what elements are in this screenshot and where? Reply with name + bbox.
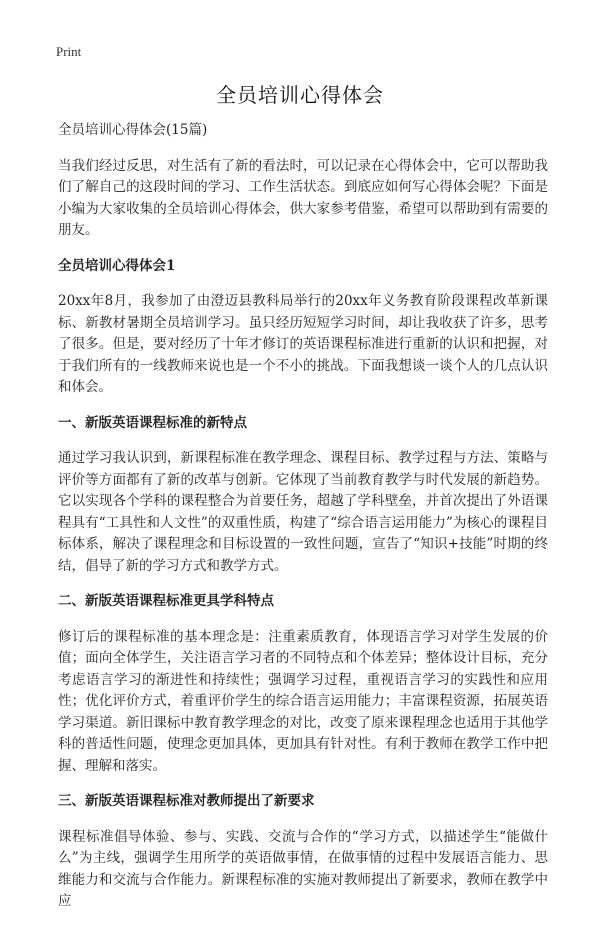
heading-2: 二、新版英语课程标准更具学科特点 (58, 593, 274, 609)
paragraph-4: 课程标准倡导体验、参与、实践、交流与合作的“学习方式，以描述学生“能做什么”为主线，强调学生用所学的英语做事情，在做事情的过程中发展语言能力、思维能力和交流与合作能力。新课程标准的实施对教师提出了新要求，教师在教学中应 (58, 828, 548, 909)
paragraph-3: 修订后的课程标准的基本理念是：注重素质教育，体现语言学习对学生发展的价值；面向全体学生，关注语言学习者的不同特点和个体差异；整体设计目标，充分考虑语言学习的渐进性和持续性；强调学习过程，重视语言学习的实践性和应用性；优化评价方式，着重评价学生的综合语言运用能力；丰富课程资源，拓展英语学习渠道。新旧课标中教育教学理念的对比，改变了原来课程理念也适用于其他学科的普适性问题，使理念更加具体，更加具有针对性。有利于教师在教学工作中把握、理解和落实。 (58, 628, 548, 774)
section-title: 全员培训心得体会1 (58, 257, 176, 274)
paragraph-1: 20xx年8月，我参加了由澄迈县教科局举行的20xx年义务教育阶段课程改革新课标、新教材暑期全员培训学习。虽只经历短短学习时间，却让我收获了许多，思考了很多。但是，要对经历了十年才修订的英语课程标准进行重新的认识和把握，对于我们所有的一线教师来说也是一个不小的挑战。下面我想谈一谈个人的几点认识和体会。 (58, 293, 548, 395)
document-title: 全员培训心得体会 (216, 83, 384, 107)
document-subtitle: 全员培训心得体会(15篇) (58, 122, 208, 138)
heading-1: 一、新版英语课程标准的新特点 (58, 414, 247, 431)
intro-paragraph: 当我们经过反思，对生活有了新的看法时，可以记录在心得体会中，它可以帮助我们了解自己的这段时间的学习、工作生活状态。到底应如何写心得体会呢？下面是小编为大家收集的全员培训心得体会，供大家参考借鉴，希望可以帮助到有需要的朋友。 (58, 157, 548, 238)
print-link[interactable]: Print (56, 44, 82, 59)
paragraph-2: 通过学习我认识到，新课程标准在教学理念、课程目标、教学过程与方法、策略与评价等方面都有了新的改革与创新。它体现了当前教育教学与时代发展的新趋势。它以实现各个学科的课程整合为首要任务，超越了学科壁垒，并首次提出了外语课程具有“工具性和人文性”的双重性质，构建了“综合语言运用能力”为核心的课程目标体系，解决了课程理念和目标设置的一致性问题，宣告了“知识+技能”时期的终结，倡导了新的学习方式和教学方式。 (58, 450, 548, 574)
document-body (58, 120, 548, 927)
heading-3: 三、新版英语课程标准对教师提出了新要求 (58, 793, 315, 809)
